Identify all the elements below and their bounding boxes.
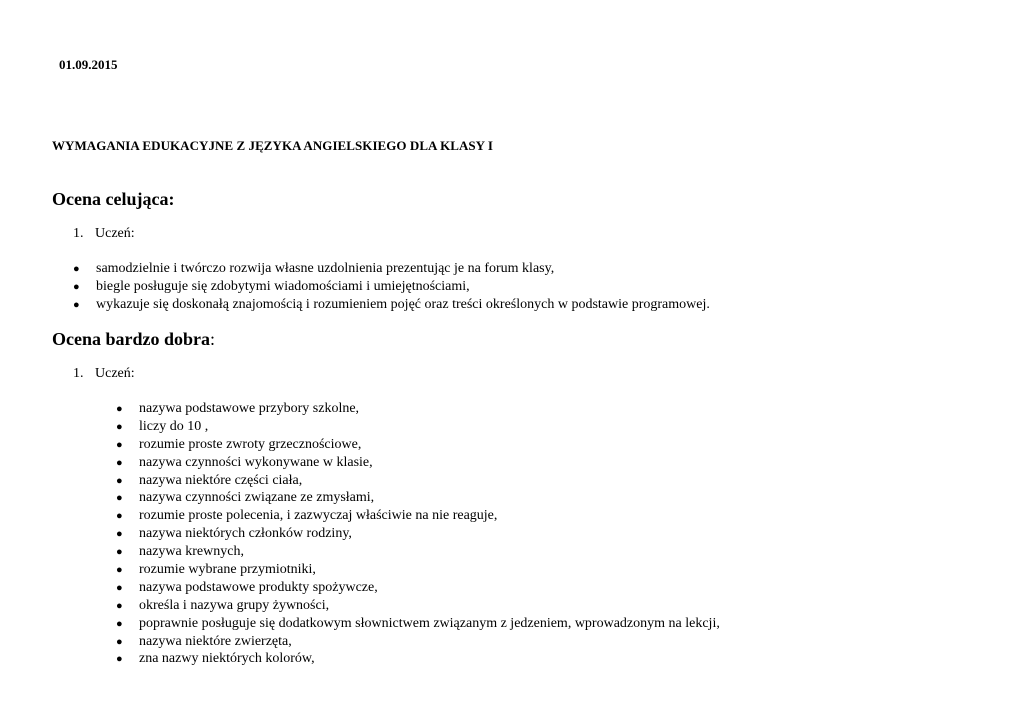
- requirements-list-bardzo-dobra: [116, 400, 720, 668]
- bullet-icon: ●: [116, 456, 123, 469]
- list-item: ● nazywa podstawowe produkty spożywcze,: [116, 579, 720, 597]
- list-item: ● nazywa czynności związane ze zmysłami,: [116, 489, 720, 507]
- list-number: 1.: [73, 366, 84, 381]
- bullet-icon: ●: [116, 474, 123, 487]
- document-title: WYMAGANIA EDUKACYJNE Z JĘZYKA ANGIELSKIEGO DLA KLASY I: [52, 138, 494, 153]
- list-item: ● rozumie wybrane przymiotniki,: [116, 561, 720, 579]
- list-item: ● rozumie proste zwroty grzecznościowe,: [116, 436, 720, 454]
- bullet-icon: ●: [116, 438, 123, 451]
- list-item: ● nazywa niektóre zwierzęta,: [116, 633, 720, 651]
- list-item: ● określa i nazywa grupy żywności,: [116, 597, 720, 615]
- list-item: ● nazywa krewnych,: [116, 543, 720, 561]
- bullet-icon: ●: [116, 635, 123, 648]
- bullet-icon: ●: [116, 546, 123, 559]
- bullet-icon: ●: [73, 263, 80, 275]
- numbered-item-uczen: [73, 366, 135, 382]
- numbered-item-label: Uczeń:: [95, 226, 135, 241]
- grade-heading-celujaca: Ocena celująca:: [52, 189, 175, 209]
- list-number: 1.: [73, 226, 84, 241]
- list-item: ● liczy do 10 ,: [116, 418, 720, 436]
- requirements-list-celujaca: [73, 260, 710, 314]
- bullet-icon: ●: [116, 403, 123, 415]
- list-item: ● nazywa czynności wykonywane w klasie,: [116, 454, 720, 472]
- bullet-icon: ●: [116, 564, 123, 577]
- numbered-item-uczen: [73, 226, 135, 242]
- bullet-icon: ●: [116, 510, 123, 523]
- list-item: ● poprawnie posługuje się dodatkowym słownictwem związanym z jedzeniem, wprowadzonym na lekcji,: [116, 615, 720, 633]
- bullet-icon: ●: [116, 599, 123, 612]
- bullet-icon: ●: [73, 298, 80, 311]
- grade-heading-bardzo-dobra: Ocena bardzo dobra:: [52, 329, 216, 349]
- bullet-icon: ●: [116, 617, 123, 630]
- list-item: ● rozumie proste polecenia, i zazwyczaj właściwie na nie reaguje,: [116, 507, 720, 525]
- document-date: 01.09.2015: [59, 57, 118, 72]
- list-item: ● nazywa podstawowe przybory szkolne,: [116, 400, 720, 418]
- list-item: ● nazywa niektórych członków rodziny,: [116, 525, 720, 543]
- bullet-icon: ●: [73, 280, 80, 293]
- bullet-icon: ●: [116, 420, 123, 433]
- bullet-icon: ●: [116, 528, 123, 541]
- bullet-icon: ●: [116, 492, 123, 505]
- bullet-icon: ●: [116, 653, 123, 666]
- bullet-icon: ●: [116, 581, 123, 594]
- list-item: ● wykazuje się doskonałą znajomością i rozumieniem pojęć oraz treści określonych w podstawie programowej.: [73, 296, 710, 314]
- list-item: ● biegle posługuje się zdobytymi wiadomościami i umiejętnościami,: [73, 278, 710, 296]
- list-item: ● nazywa niektóre części ciała,: [116, 472, 720, 490]
- list-item: ● zna nazwy niektórych kolorów,: [116, 650, 720, 668]
- numbered-item-label: Uczeń:: [95, 366, 135, 381]
- list-item: ● samodzielnie i twórczo rozwija własne uzdolnienia prezentując je na forum klasy,: [73, 260, 710, 278]
